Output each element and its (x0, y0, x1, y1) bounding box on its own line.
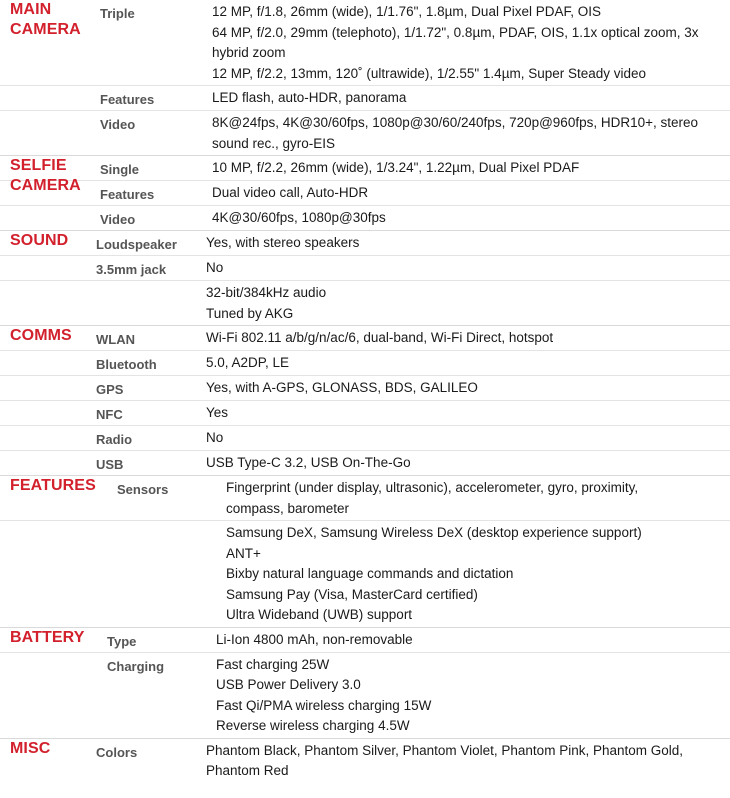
spec-row (0, 281, 730, 325)
spec-value-line: USB Power Delivery 3.0 (216, 677, 361, 692)
spec-label: NFC (96, 407, 123, 422)
spec-value-line: Ultra Wideband (UWB) support (226, 607, 413, 622)
spec-row (0, 111, 730, 155)
spec-row (0, 376, 730, 401)
spec-value (206, 451, 730, 475)
spec-label (117, 521, 226, 627)
spec-value-line: 64 MP, f/2.0, 29mm (telephoto), 1/1.72", 0.8µm, PDAF, OIS, 1.1x optical zoom, 3x hybrid zoom (212, 24, 699, 60)
spec-row (0, 476, 730, 521)
spec-value (216, 628, 730, 652)
spec-row (0, 156, 730, 181)
spec-row (0, 231, 730, 256)
spec-value (212, 181, 730, 205)
spec-value-line: 8K@24fps, 4K@30/60fps, 1080p@30/60/240fps, 720p@960fps, HDR10+, stereo sound rec., gyro-EIS (212, 115, 699, 151)
spec-label: Triple (100, 6, 135, 21)
spec-row (0, 401, 730, 426)
spec-value-line: 10 MP, f/2.2, 26mm (wide), 1/3.24", 1.22µm, Dual Pixel PDAF (212, 160, 580, 175)
spec-value-line: Yes, with stereo speakers (206, 235, 360, 250)
spec-value-line: Fingerprint (under display, ultrasonic), accelerometer, gyro, proximity, compass, barometer (226, 480, 639, 516)
spec-value-line: 5.0, A2DP, LE (206, 355, 290, 370)
spec-value (206, 326, 730, 350)
spec-value-line: Yes (206, 405, 229, 420)
section-selfie-camera (0, 156, 730, 231)
spec-value (206, 231, 730, 255)
spec-label: USB (96, 457, 124, 472)
spec-value-line: Wi-Fi 802.11 a/b/g/n/ac/6, dual-band, Wi-Fi Direct, hotspot (206, 330, 554, 345)
spec-value (212, 0, 730, 85)
spec-value-line: USB Type-C 3.2, USB On-The-Go (206, 455, 411, 470)
spec-value (206, 426, 730, 450)
spec-row (0, 451, 730, 475)
spec-value-line: Samsung Pay (Visa, MasterCard certified) (226, 586, 478, 602)
spec-value (212, 111, 730, 155)
spec-row (0, 206, 730, 230)
spec-value-line: 12 MP, f/2.2, 13mm, 120˚ (ultrawide), 1/2.55" 1.4µm, Super Steady video (212, 65, 647, 81)
spec-value (212, 86, 730, 110)
section-features (0, 476, 730, 628)
spec-value (226, 521, 730, 627)
spec-label: Colors (96, 744, 138, 760)
spec-value (206, 351, 730, 375)
spec-row (0, 256, 730, 281)
spec-row (0, 181, 730, 206)
spec-label: Video (100, 212, 136, 227)
spec-label: Video (100, 117, 136, 132)
spec-value-line: Fast Qi/PMA wireless charging 15W (216, 697, 432, 713)
spec-row (0, 426, 730, 451)
spec-label: 3.5mm jack (96, 262, 167, 277)
spec-value-line: ANT+ (226, 545, 261, 561)
spec-row (0, 628, 730, 653)
spec-value-line: LED flash, auto-HDR, panorama (212, 90, 407, 105)
section-title-line-1: MISC (10, 739, 51, 757)
section-comms (0, 326, 730, 476)
spec-value-line: Dual video call, Auto-HDR (212, 185, 369, 200)
section-title-line-1: BATTERY (10, 628, 85, 646)
section-title (10, 476, 96, 496)
spec-row (0, 739, 730, 783)
spec-label: Sensors (117, 482, 169, 497)
spec-label (96, 281, 206, 325)
spec-row (0, 326, 730, 351)
section-title (10, 156, 81, 196)
spec-value (206, 281, 730, 325)
section-title-line-1: SOUND (10, 232, 69, 249)
spec-value-line: 32-bit/384kHz audio (206, 285, 327, 300)
spec-label: Type (107, 633, 137, 649)
spec-row (0, 653, 730, 738)
section-title-line-1: COMMS (10, 327, 72, 344)
spec-value-line: Tuned by AKG (206, 305, 294, 321)
spec-value (212, 156, 730, 180)
section-title (10, 326, 72, 346)
spec-value-line: Phantom Black, Phantom Silver, Phantom Violet, Phantom Pink, Phantom Gold, Phantom Red (206, 742, 684, 778)
section-title-line-2: CAMERA (10, 21, 81, 38)
section-title-line-1: SELFIE (10, 157, 67, 174)
spec-value (216, 653, 730, 738)
spec-label: GPS (96, 382, 124, 397)
spec-label: Loudspeaker (96, 237, 177, 252)
section-title (10, 739, 50, 759)
spec-label: WLAN (96, 332, 135, 347)
spec-value-line: Reverse wireless charging 4.5W (216, 718, 410, 733)
spec-value-line: Yes, with A-GPS, GLONASS, BDS, GALILEO (206, 380, 478, 395)
section-misc (0, 739, 730, 783)
spec-value (226, 476, 730, 520)
spec-value (206, 256, 730, 280)
spec-label: Charging (107, 658, 165, 674)
section-title-line-1: MAIN (10, 1, 52, 18)
spec-label: Features (100, 92, 155, 107)
section-title (10, 628, 84, 648)
spec-label: Features (100, 187, 155, 202)
spec-value (206, 739, 730, 783)
spec-row (0, 351, 730, 376)
section-title-line-1: FEATURES (10, 477, 96, 494)
section-title (10, 0, 81, 40)
spec-value-line: Bixby natural language commands and dictation (226, 566, 514, 581)
spec-value-line: Fast charging 25W (216, 656, 330, 672)
spec-value-line: Li-Ion 4800 mAh, non-removable (216, 631, 413, 647)
spec-value (206, 401, 730, 425)
spec-value-line: No (206, 430, 224, 445)
section-sound (0, 231, 730, 326)
spec-label: Bluetooth (96, 357, 157, 372)
spec-row (0, 86, 730, 111)
spec-label: Radio (96, 432, 133, 447)
spec-row (0, 0, 730, 86)
spec-value-line: 4K@30/60fps, 1080p@30fps (212, 210, 386, 225)
spec-value (206, 376, 730, 400)
spec-label: Single (100, 162, 140, 177)
section-main-camera (0, 0, 730, 156)
spec-value (212, 206, 730, 230)
spec-value-line: Samsung DeX, Samsung Wireless DeX (desktop experience support) (226, 525, 642, 540)
section-title (10, 231, 68, 251)
section-battery (0, 628, 730, 739)
spec-value-line: 12 MP, f/1.8, 26mm (wide), 1/1.76", 1.8µm, Dual Pixel PDAF, OIS (212, 4, 601, 19)
section-title-line-2: CAMERA (10, 177, 81, 194)
spec-row (0, 521, 730, 627)
spec-value-line: No (206, 260, 224, 275)
